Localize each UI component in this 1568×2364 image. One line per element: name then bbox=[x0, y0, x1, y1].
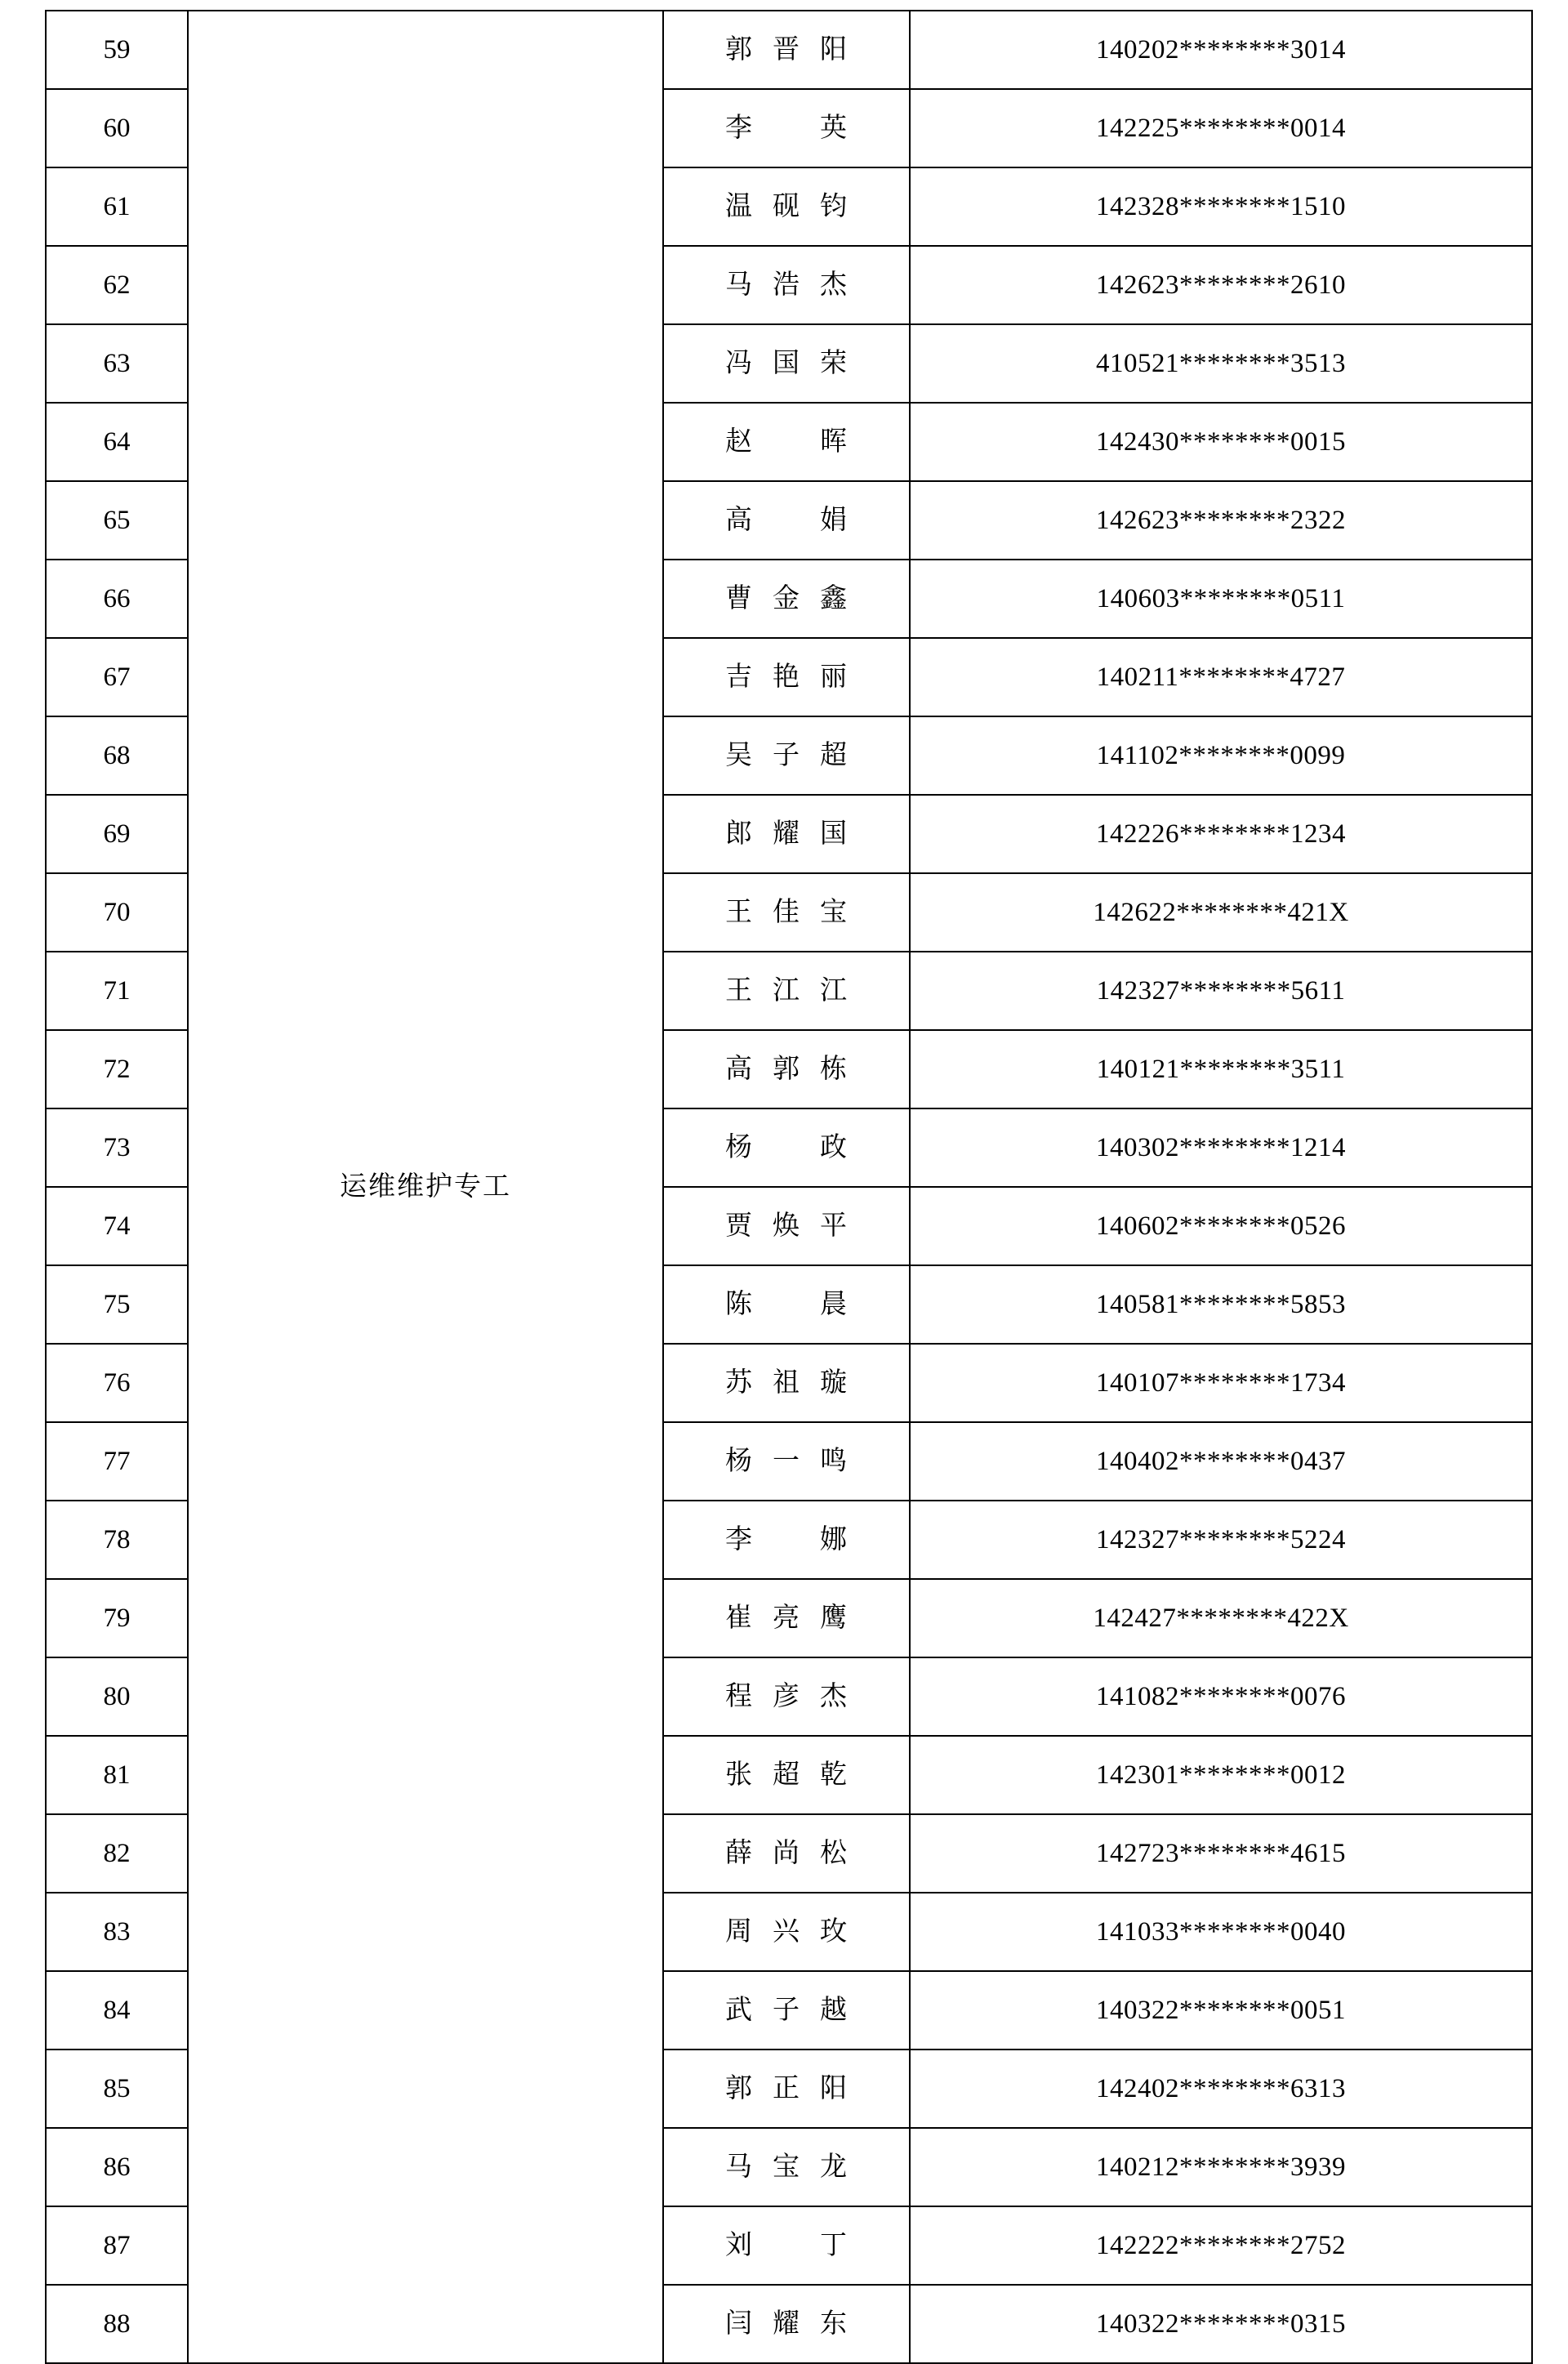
id-number-cell: 140302********1214 bbox=[910, 1108, 1532, 1187]
name-cell bbox=[663, 11, 910, 89]
row-index-cell: 65 bbox=[46, 481, 188, 560]
name-cell bbox=[663, 1030, 910, 1108]
name-cell bbox=[663, 403, 910, 481]
id-number-cell: 141102********0099 bbox=[910, 716, 1532, 795]
id-number-cell: 140202********3014 bbox=[910, 11, 1532, 89]
id-number-cell: 141082********0076 bbox=[910, 1657, 1532, 1736]
name-text: 赵 晖 bbox=[725, 426, 848, 457]
row-index-cell: 71 bbox=[46, 952, 188, 1030]
row-index-cell: 83 bbox=[46, 1893, 188, 1971]
row-index-cell: 76 bbox=[46, 1344, 188, 1422]
name-text: 李 英 bbox=[725, 113, 848, 143]
name-text: 冯国荣 bbox=[725, 348, 848, 378]
position-cell bbox=[188, 11, 663, 2363]
row-index-cell: 82 bbox=[46, 1814, 188, 1893]
id-number-cell: 140211********4727 bbox=[910, 638, 1532, 716]
id-number-cell: 142622********421X bbox=[910, 873, 1532, 952]
id-number-cell: 140322********0051 bbox=[910, 1971, 1532, 2050]
row-index-cell: 69 bbox=[46, 795, 188, 873]
name-text: 王江江 bbox=[725, 975, 848, 1006]
row-index-cell: 79 bbox=[46, 1579, 188, 1657]
row-index-cell: 87 bbox=[46, 2206, 188, 2285]
name-cell bbox=[663, 1736, 910, 1814]
name-text: 贾焕平 bbox=[725, 1211, 848, 1241]
row-index-cell: 61 bbox=[46, 167, 188, 246]
name-text: 刘 丁 bbox=[725, 2230, 848, 2260]
name-cell bbox=[663, 1971, 910, 2050]
row-index-cell: 62 bbox=[46, 246, 188, 324]
name-cell bbox=[663, 1893, 910, 1971]
id-number-cell: 142222********2752 bbox=[910, 2206, 1532, 2285]
name-cell bbox=[663, 795, 910, 873]
id-number-cell: 140212********3939 bbox=[910, 2128, 1532, 2206]
name-cell bbox=[663, 1657, 910, 1736]
row-index-cell: 84 bbox=[46, 1971, 188, 2050]
table-row bbox=[46, 11, 1532, 89]
id-number-cell: 140581********5853 bbox=[910, 1265, 1532, 1344]
row-index-cell: 88 bbox=[46, 2285, 188, 2363]
name-cell bbox=[663, 1814, 910, 1893]
name-text: 陈 晨 bbox=[725, 1289, 848, 1319]
name-text: 张超乾 bbox=[725, 1760, 848, 1790]
name-text: 曹金鑫 bbox=[725, 583, 848, 613]
name-text: 王佳宝 bbox=[725, 897, 848, 927]
row-index-cell: 70 bbox=[46, 873, 188, 952]
row-index-cell: 72 bbox=[46, 1030, 188, 1108]
name-text: 高 娟 bbox=[725, 505, 848, 535]
name-cell bbox=[663, 2206, 910, 2285]
id-number-cell: 140602********0526 bbox=[910, 1187, 1532, 1265]
name-cell bbox=[663, 1501, 910, 1579]
id-number-cell: 142226********1234 bbox=[910, 795, 1532, 873]
id-number-cell: 140402********0437 bbox=[910, 1422, 1532, 1501]
name-text: 李 娜 bbox=[725, 1524, 848, 1554]
row-index-cell: 74 bbox=[46, 1187, 188, 1265]
name-cell bbox=[663, 1108, 910, 1187]
name-cell bbox=[663, 167, 910, 246]
id-number-cell: 140603********0511 bbox=[910, 560, 1532, 638]
id-number-cell: 142430********0015 bbox=[910, 403, 1532, 481]
position-label: 运维维护专工 bbox=[340, 1171, 511, 1202]
id-number-cell: 142328********1510 bbox=[910, 167, 1532, 246]
name-cell bbox=[663, 1344, 910, 1422]
name-cell bbox=[663, 246, 910, 324]
id-number-cell: 142402********6313 bbox=[910, 2050, 1532, 2128]
name-text: 高郭栋 bbox=[725, 1054, 848, 1084]
id-number-cell: 142623********2610 bbox=[910, 246, 1532, 324]
row-index-cell: 77 bbox=[46, 1422, 188, 1501]
name-text: 程彦杰 bbox=[725, 1681, 848, 1711]
name-text: 苏祖璇 bbox=[725, 1367, 848, 1398]
name-text: 郭正阳 bbox=[725, 2073, 848, 2103]
name-text: 武子越 bbox=[725, 1995, 848, 2025]
id-number-cell: 142327********5611 bbox=[910, 952, 1532, 1030]
name-cell bbox=[663, 1579, 910, 1657]
id-number-cell: 142301********0012 bbox=[910, 1736, 1532, 1814]
row-index-cell: 73 bbox=[46, 1108, 188, 1187]
name-cell bbox=[663, 638, 910, 716]
row-index-cell: 86 bbox=[46, 2128, 188, 2206]
id-number-cell: 142623********2322 bbox=[910, 481, 1532, 560]
name-cell bbox=[663, 2128, 910, 2206]
name-text: 杨 政 bbox=[725, 1132, 848, 1162]
id-number-cell: 142327********5224 bbox=[910, 1501, 1532, 1579]
name-cell bbox=[663, 481, 910, 560]
name-cell bbox=[663, 560, 910, 638]
table-body bbox=[46, 11, 1532, 2363]
row-index-cell: 75 bbox=[46, 1265, 188, 1344]
name-cell bbox=[663, 2050, 910, 2128]
id-number-cell: 142427********422X bbox=[910, 1579, 1532, 1657]
row-index-cell: 81 bbox=[46, 1736, 188, 1814]
name-text: 马宝龙 bbox=[725, 2152, 848, 2182]
name-cell bbox=[663, 716, 910, 795]
row-index-cell: 68 bbox=[46, 716, 188, 795]
name-text: 吉艳丽 bbox=[725, 662, 848, 692]
row-index-cell: 78 bbox=[46, 1501, 188, 1579]
name-cell bbox=[663, 324, 910, 403]
id-number-cell: 142225********0014 bbox=[910, 89, 1532, 167]
name-text: 杨一鸣 bbox=[725, 1446, 848, 1476]
name-text: 郎耀国 bbox=[725, 818, 848, 849]
name-cell bbox=[663, 873, 910, 952]
personnel-roster-table bbox=[45, 10, 1533, 2364]
row-index-cell: 67 bbox=[46, 638, 188, 716]
row-index-cell: 80 bbox=[46, 1657, 188, 1736]
name-text: 温砚钧 bbox=[725, 191, 848, 221]
id-number-cell: 141033********0040 bbox=[910, 1893, 1532, 1971]
id-number-cell: 140107********1734 bbox=[910, 1344, 1532, 1422]
name-cell bbox=[663, 1422, 910, 1501]
name-text: 崔亮鹰 bbox=[725, 1603, 848, 1633]
row-index-cell: 66 bbox=[46, 560, 188, 638]
name-text: 周兴玫 bbox=[725, 1916, 848, 1947]
name-text: 吴子超 bbox=[725, 740, 848, 770]
row-index-cell: 59 bbox=[46, 11, 188, 89]
name-text: 闫耀东 bbox=[725, 2308, 848, 2339]
row-index-cell: 85 bbox=[46, 2050, 188, 2128]
id-number-cell: 140322********0315 bbox=[910, 2285, 1532, 2363]
name-cell bbox=[663, 1265, 910, 1344]
name-cell bbox=[663, 89, 910, 167]
id-number-cell: 140121********3511 bbox=[910, 1030, 1532, 1108]
row-index-cell: 64 bbox=[46, 403, 188, 481]
id-number-cell: 410521********3513 bbox=[910, 324, 1532, 403]
name-text: 郭晋阳 bbox=[725, 34, 848, 65]
name-text: 薛尚松 bbox=[725, 1838, 848, 1868]
row-index-cell: 63 bbox=[46, 324, 188, 403]
id-number-cell: 142723********4615 bbox=[910, 1814, 1532, 1893]
name-text: 马浩杰 bbox=[725, 270, 848, 300]
name-cell bbox=[663, 2285, 910, 2363]
name-cell bbox=[663, 1187, 910, 1265]
row-index-cell: 60 bbox=[46, 89, 188, 167]
name-cell bbox=[663, 952, 910, 1030]
